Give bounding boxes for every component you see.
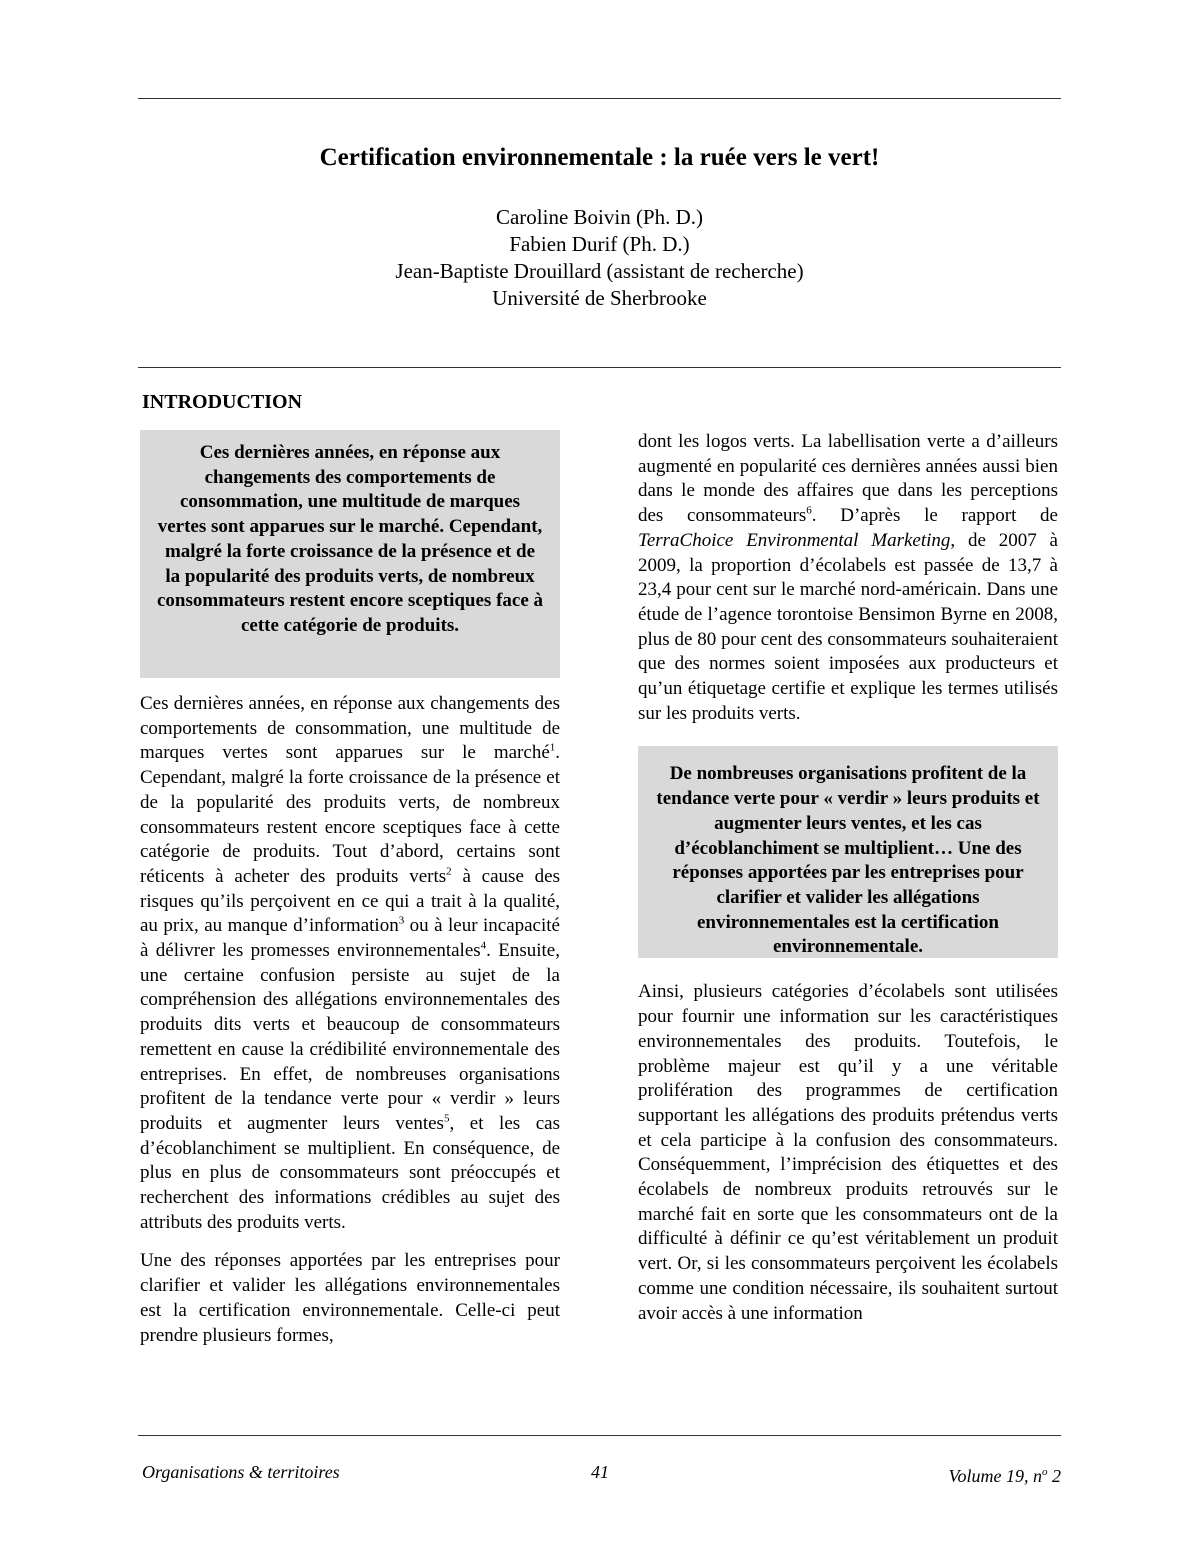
text-run: . D’après le rapport de: [811, 505, 1058, 527]
section-heading: INTRODUCTION: [142, 391, 303, 413]
affiliation: Université de Sherbrooke: [492, 286, 707, 310]
author-block: [138, 204, 1061, 312]
text-run: Ces dernières années, en réponse aux changements des comportements de consommation, une multitude de marques vertes sont apparues sur le marché: [140, 693, 560, 764]
text-run: dont les logos verts. La labellisation verte a d’ailleurs augmenté en popularité ces dernières années aussi bien dans le monde des affaires que dans les perceptions des consommateurs: [638, 431, 1058, 527]
footnote-ref-3: 3: [398, 915, 405, 927]
issue-superscript: o: [1042, 1466, 1048, 1478]
left-column: [140, 430, 560, 1348]
author-1: Caroline Boivin (Ph. D.): [495, 205, 704, 229]
right-column: [638, 430, 1058, 1326]
text-run: . Cependant, malgré la forte croissance de la présence et de la popularité des produits verts, de nombreux consommateurs restent encore sceptiques face à cette catégorie de produits. Tout d’abord, certains sont réticents à acheter des produits verts: [140, 742, 560, 887]
pull-quote-1: Ces dernières années, en réponse aux changements des comportements de consommation, une multitude de marques vertes sont apparues sur le marché. Cependant, malgré la forte croissance de la présence et de la popularité des produits verts, de nombreux consommateurs restent encore sceptiques face à cette catégorie de produits.: [140, 430, 560, 678]
volume-prefix: Volume 19, n: [948, 1466, 1042, 1486]
text-run: . Ensuite, une certaine confusion persiste au sujet de la compréhension des allégations environnementales des produits dits verts et beaucoup de consommateurs remettent en cause la crédibilité environnementale des entreprises. En effet, de nombreuses organisations profitent de la tendance verte pour « verdir » leurs produits et augmenter leurs ventes: [140, 940, 560, 1134]
text-run: ou à leur incapacité à délivrer les promesses environnementales: [140, 915, 560, 962]
footnote-ref-6: 6: [806, 504, 812, 517]
section-rule: [138, 367, 1061, 368]
paragraph-2: Une des réponses apportées par les entreprises pour clarifier et valider les allégations environnementales est la certification environnementale. Celle-ci peut prendre plusieurs formes,: [140, 1250, 560, 1346]
issue-number: 2: [1047, 1466, 1061, 1486]
footnote-ref-4: 4: [480, 939, 487, 952]
footnote-ref-5: 5: [443, 1112, 450, 1125]
paragraph-3: [638, 430, 1058, 726]
journal-name: Organisations & territoires: [142, 1462, 340, 1482]
paragraph-1: [140, 692, 560, 1235]
text-run: à cause des risques qu’ils perçoivent en ce qui a trait à la qualité, au prix, au manque d’information: [140, 865, 560, 937]
top-rule: [138, 98, 1061, 99]
author-3: Jean-Baptiste Drouillard (assistant de recherche): [395, 259, 804, 283]
footnote-ref-1: 1: [549, 742, 556, 755]
footer-rule: [138, 1435, 1061, 1436]
author-2: Fabien Durif (Ph. D.): [509, 232, 690, 256]
volume-info: [949, 1460, 1062, 1488]
paragraph-4: Ainsi, plusieurs catégories d’écolabels sont utilisées pour fournir une information sur les caractéristiques environnementales des produits. Toutefois, le problème majeur est qu’il y a une véritable prolifération des programmes de certification supportant les allégations des produits prétendus verts et cela participe à la confusion des consommateurs. Conséquemment, l’imprécision des étiquettes et des écolabels de nombreux produits retrouvés sur le marché fait en sorte que les consommateurs ont de la difficulté à définir ce qu’est véritablement un produit vert. Or, si les consommateurs perçoivent les écolabels comme une condition nécessaire, ils souhaitent surtout avoir accès à une information: [638, 981, 1058, 1324]
page-number: 41: [591, 1462, 609, 1482]
report-name: TerraChoice Environmental Marketing: [638, 529, 951, 551]
pull-quote-2: De nombreuses organisations profitent de la tendance verte pour « verdir » leurs produits et augmenter leurs ventes, et les cas d’écoblanchiment se multiplient… Une des réponses apportées par les entreprises pour clarifier et valider les allégations environnementales est la certification environnementale.: [638, 746, 1058, 958]
text-run: , et les cas d’écoblanchiment se multiplient. En conséquence, de plus en plus de consommateurs sont préoccupés et recherchent des informations crédibles au sujet des attributs des produits verts.: [140, 1112, 561, 1233]
text-run: , de 2007 à 2009, la proportion d’écolabels est passée de 13,7 à 23,4 pour cent sur le marché nord-américain. Dans une étude de l’agence torontoise Bensimon Byrne en 2008, plus de 80 pour cent des consommateurs souhaiteraient que des normes soient imposées aux producteurs et qu’un étiquetage certifie et explique les termes utilisés sur les produits verts.: [638, 529, 1058, 724]
footnote-ref-2: 2: [446, 865, 452, 878]
article-title: Certification environnementale : la ruée vers le vert!: [319, 144, 880, 171]
